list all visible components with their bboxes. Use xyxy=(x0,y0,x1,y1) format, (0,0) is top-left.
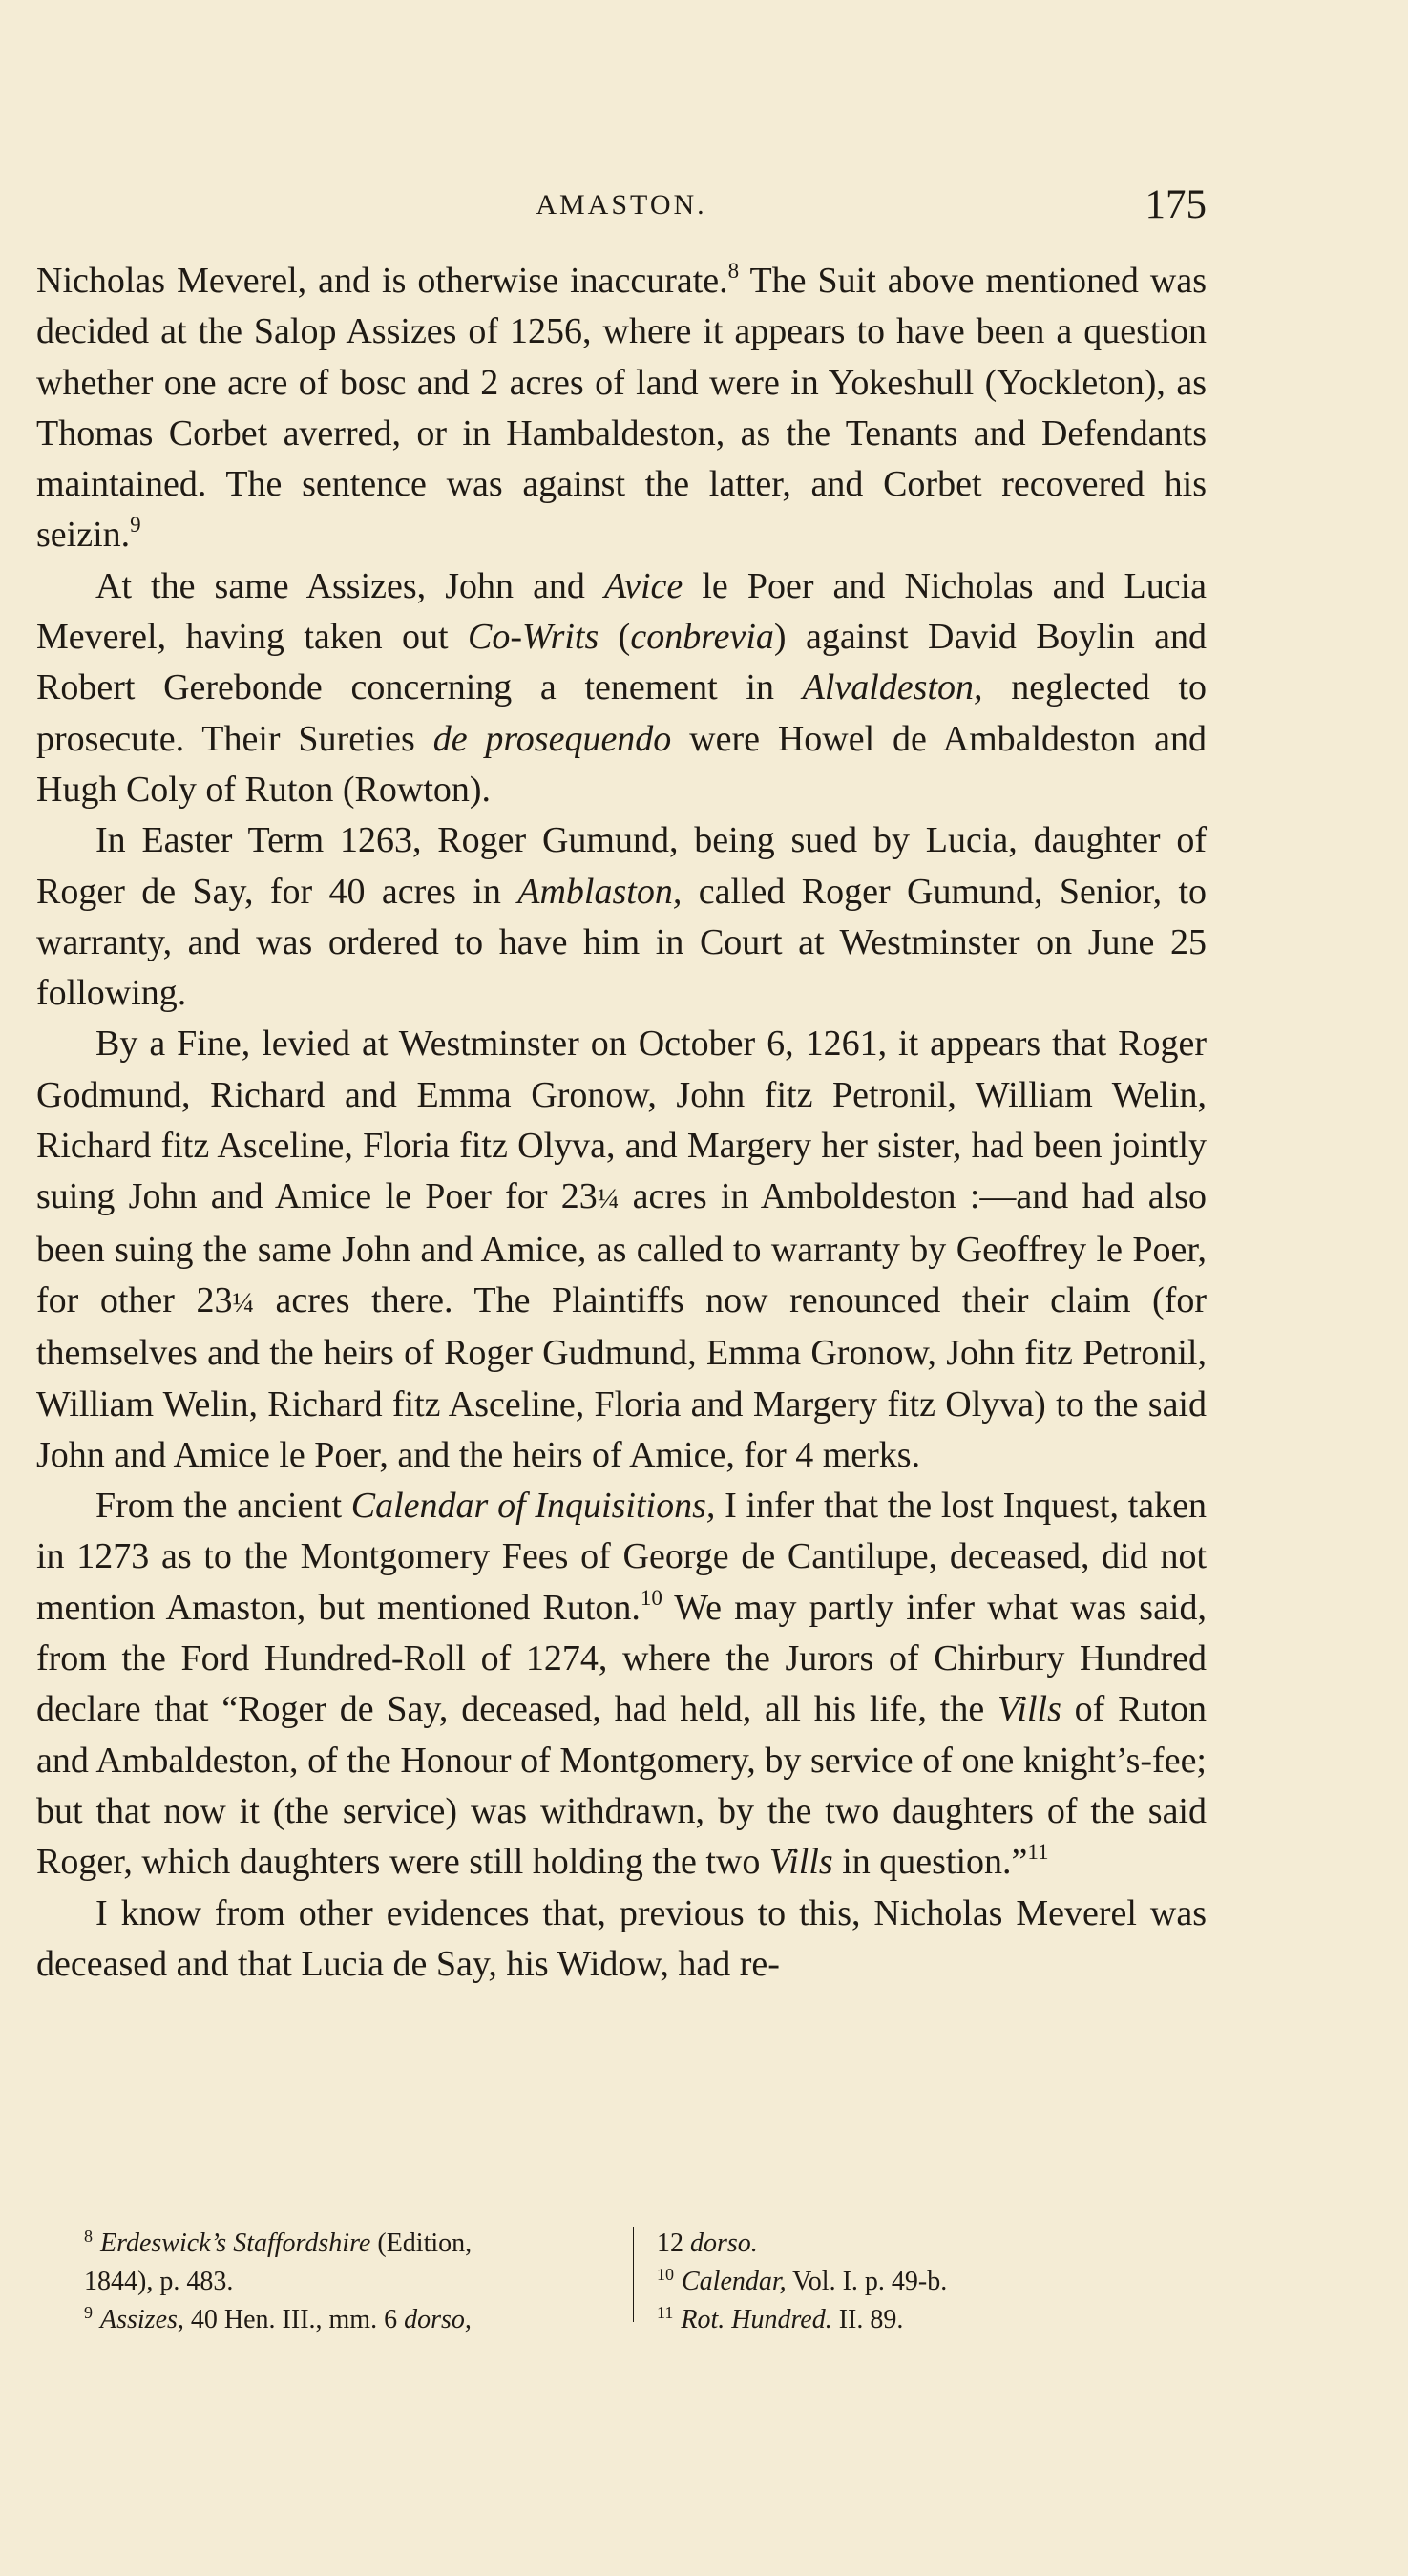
text-span: At the same Assizes, John and xyxy=(95,565,604,606)
page-number: 175 xyxy=(1145,182,1207,227)
italic-span: Vills xyxy=(998,1689,1061,1730)
text-span: ( xyxy=(599,617,631,658)
footnotes-right-column xyxy=(657,2225,1220,2339)
fraction: ¼ xyxy=(232,1286,254,1319)
text-span: neglected to prosecute. Their Sureties xyxy=(36,667,1208,759)
body-text xyxy=(36,256,1207,1990)
footnote-number: 11 xyxy=(657,2303,674,2322)
italic-span: Vills xyxy=(768,1842,833,1883)
footnote-ref-11: 11 xyxy=(1027,1840,1049,1865)
footnote-italic: Calendar, xyxy=(682,2267,787,2296)
footnote-italic: Erdeswick’s Staffordshire xyxy=(100,2228,371,2258)
footnote-text: (Edition, xyxy=(370,2228,473,2258)
paragraph-3 xyxy=(36,815,1207,1019)
italic-span: Alvaldeston, xyxy=(802,667,983,708)
paragraph-1 xyxy=(36,256,1207,561)
text-span: in question.” xyxy=(832,1842,1028,1883)
footnote-ref-10: 10 xyxy=(640,1585,662,1610)
footnote-8-continuation: 1844), p. 483. xyxy=(84,2267,234,2296)
footnote-text: Vol. I. p. 49-b. xyxy=(786,2267,948,2296)
italic-span: Amblaston, xyxy=(517,871,683,912)
text-span: ) against David Boylin and Robert Gerebonde concerning a tenement in xyxy=(36,617,1208,708)
footnote-italic: Rot. Hundred. xyxy=(681,2305,832,2334)
paragraph-6 xyxy=(36,1889,1207,1991)
footnote-divider xyxy=(633,2227,634,2322)
footnote-10 xyxy=(657,2263,1220,2301)
text-span: Nicholas Meverel, and is otherwise inaccurate. xyxy=(36,261,728,301)
footnote-italic: dorso. xyxy=(690,2228,758,2258)
footnote-number: 8 xyxy=(84,2227,93,2246)
footnote-number: 9 xyxy=(84,2303,93,2322)
text-span: From the ancient xyxy=(95,1486,351,1527)
footnote-italic: Assizes, xyxy=(100,2305,184,2334)
footnote-9-continuation xyxy=(657,2225,1220,2263)
text-span: le Poer and Nicholas and Lucia Meverel, having taken out xyxy=(36,565,1208,658)
footnote-9 xyxy=(84,2301,614,2339)
text-span: The Suit above mentioned was decided at the Salop Assizes of 1256, where it appears to have been a question whether one acre of bosc and 2 acres of land were in Yokeshull (Yockleton), as Thomas Corbet averred, or in Hambaldeston, as the Tenants and Defendants maintained. The sentence was against the latter, and Corbet recovered his seizin. xyxy=(36,261,1207,556)
running-title: AMASTON. xyxy=(536,189,707,221)
italic-span: Calendar of Inquisitions, xyxy=(350,1486,716,1527)
italic-span: Co-Writs xyxy=(468,617,599,658)
text-span: In Easter Term 1263, Roger Gumund, being sued by Lucia, daughter of Roger de Say, for 40 acres in xyxy=(36,820,1207,912)
text-span: By a Fine, levied at Westminster on October 6, 1261, it appears that Roger Godmund, Richard and Emma Gronow, John fitz Petronil, William Welin, Richard fitz Asceline, Floria fitz Olyva, and Margery her sister, had been jointly suing John and Amice le Poer for 23 xyxy=(36,1024,1207,1217)
text-span: were Howel de Ambaldeston and Hugh Coly of Ruton (Rowton). xyxy=(36,718,1207,810)
italic-span: Avice xyxy=(604,565,683,606)
footnote-italic: dorso, xyxy=(404,2305,472,2334)
footnotes xyxy=(84,2225,1220,2339)
footnote-8 xyxy=(84,2225,614,2263)
text-span: acres in Amboldeston :—and had also been suing the same John and Amice, as called to warranty by Geoffrey le Poer, for other 23 xyxy=(36,1176,1207,1320)
text-span: of Ruton and Ambaldeston, of the Honour of Montgomery, by service of one knight’s-fee; but that now it (the service) was withdrawn, by the two daughters of the said Roger, which daughters were still holding the two xyxy=(36,1689,1208,1883)
text-span: called Roger Gumund, Senior, to warranty, and was ordered to have him in Court at Westminster on June 25 following. xyxy=(36,871,1208,1014)
footnote-text: II. 89. xyxy=(831,2305,904,2334)
running-head xyxy=(36,181,1207,239)
footnote-text: 40 Hen. III., mm. 6 xyxy=(183,2305,405,2334)
text-span: We may partly infer what was said, from the Ford Hundred-Roll of 1274, where the Jurors of Chirbury Hundred declare that “Roger de Say, deceased, had held, all his life, the xyxy=(36,1587,1207,1730)
text-span: I know from other evidences that, previous to this, Nicholas Meverel was deceased and that Lucia de Say, his Widow, had re- xyxy=(36,1892,1207,1984)
footnote-ref-9: 9 xyxy=(130,513,141,538)
footnotes-left-column xyxy=(84,2225,614,2339)
footnote-text: 12 xyxy=(657,2228,690,2258)
footnote-ref-8: 8 xyxy=(727,259,740,283)
italic-span: conbrevia xyxy=(630,617,774,658)
paragraph-2 xyxy=(36,561,1207,815)
paragraph-5 xyxy=(36,1481,1207,1888)
fraction: ¼ xyxy=(597,1183,620,1215)
italic-span: de prosequendo xyxy=(432,718,672,759)
footnote-number: 10 xyxy=(657,2265,674,2284)
text-span: acres there. The Plaintiffs now renounced their claim (for themselves and the heirs of Roger Gudmund, Emma Gronow, John fitz Petronil, William Welin, Richard fitz Asceline, Floria and Margery fitz Olyva) to the said John and Amice le Poer, and the heirs of Amice, for 4 merks. xyxy=(36,1279,1208,1475)
text-span: I infer that the lost Inquest, taken in 1273 as to the Montgomery Fees of George de Cantilupe, deceased, did not mention Amaston, but mentioned Ruton. xyxy=(36,1486,1208,1628)
paragraph-4 xyxy=(36,1019,1207,1481)
footnote-11 xyxy=(657,2301,1220,2339)
